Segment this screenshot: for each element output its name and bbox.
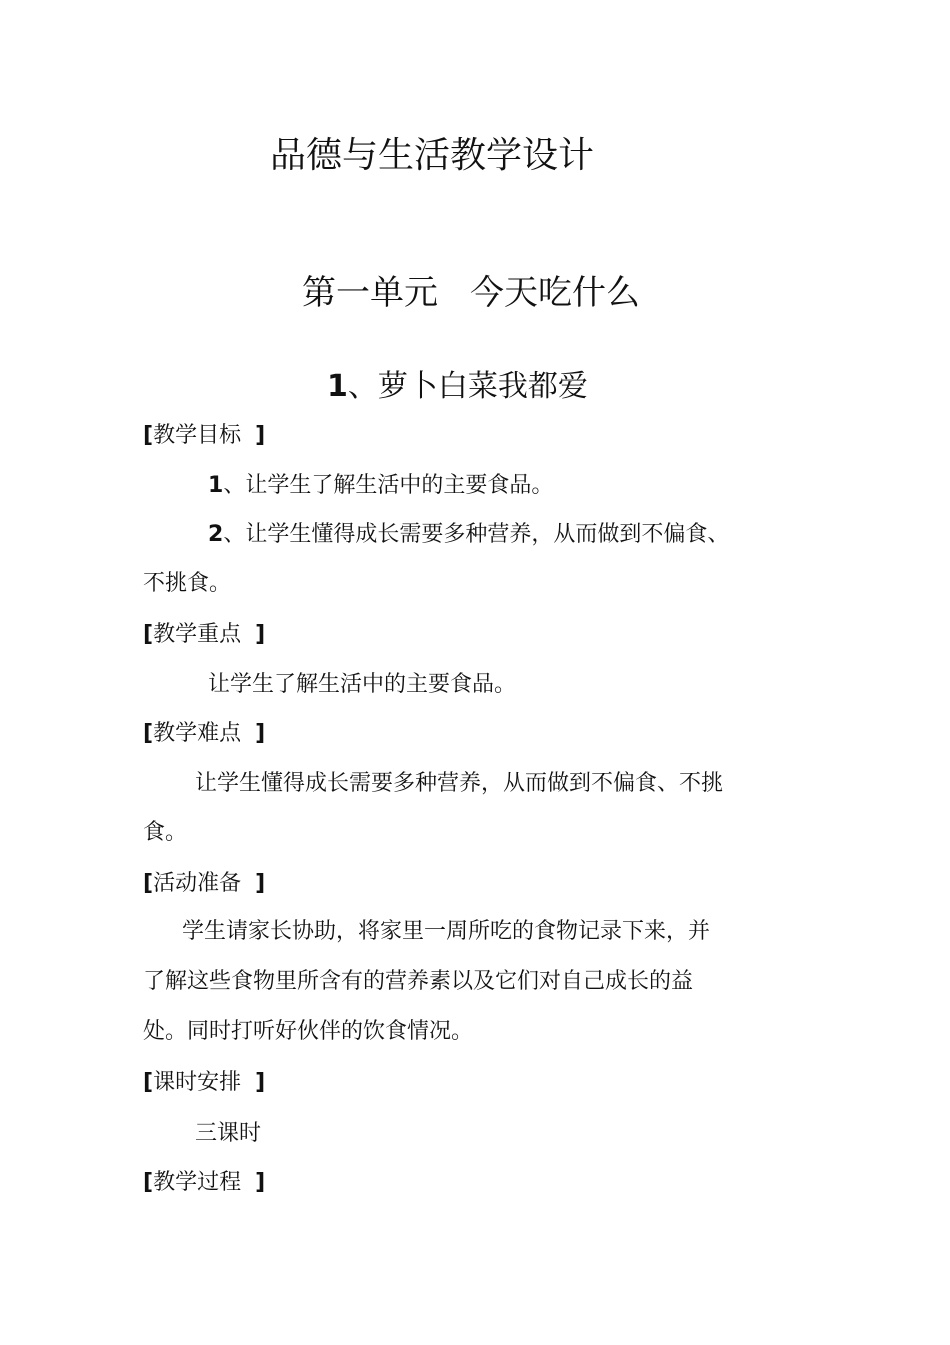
key-point-text: 让学生了解生活中的主要食品。 [208,672,517,697]
heading-text: 教学目标 [153,423,242,448]
goal-item [208,524,729,546]
section-heading-process [143,1172,265,1194]
section-heading-preparation [143,873,265,895]
lesson-name: 萝卜白菜我都爱 [377,369,588,404]
bracket-open: [ [143,423,154,448]
heading-text: 教学难点 [153,721,242,746]
unit-label: 第一单元 [302,273,438,313]
bracket-close: ] [255,423,266,448]
lesson-separator: 、 [347,369,378,404]
unit-heading [302,273,640,313]
bracket-open: [ [143,1170,154,1195]
heading-text: 课时安排 [153,1070,242,1095]
schedule-text: 三课时 [195,1121,262,1146]
lesson-heading [327,369,588,404]
bracket-close: ] [255,871,266,896]
preparation-text-line: 了解这些食物里所含有的营养素以及它们对自己成长的益 [143,969,694,994]
section-heading-schedule [143,1072,265,1094]
lesson-number: 1 [327,369,348,404]
heading-text: 活动准备 [153,871,242,896]
heading-text: 教学重点 [153,622,242,647]
unit-name: 今天吃什么 [470,273,640,313]
bracket-open: [ [143,622,154,647]
document-title: 品德与生活教学设计 [270,135,595,176]
bracket-close: ] [255,721,266,746]
goal-text-continuation: 不挑食。 [143,571,232,596]
goal-number: 2 [208,522,224,547]
bracket-close: ] [255,1070,266,1095]
bracket-close: ] [255,1170,266,1195]
heading-text: 教学过程 [153,1170,242,1195]
difficulty-text-line: 食。 [143,820,188,845]
bracket-close: ] [255,622,266,647]
difficulty-text-line: 让学生懂得成长需要多种营养，从而做到不偏食、不挑 [195,771,724,796]
goal-number: 1 [208,473,224,498]
preparation-text-line: 处。同时打听好伙伴的饮食情况。 [143,1019,474,1044]
preparation-text-line: 学生请家长协助，将家里一周所吃的食物记录下来，并 [182,919,711,944]
section-heading-goals [143,425,265,447]
goal-text: 、让学生懂得成长需要多种营养，从而做到不偏食、 [223,522,730,547]
bracket-open: [ [143,1070,154,1095]
goal-text: 、让学生了解生活中的主要食品。 [223,473,554,498]
bracket-open: [ [143,721,154,746]
section-heading-difficulty [143,723,265,745]
goal-item [208,475,553,497]
section-heading-key-point [143,624,265,646]
bracket-open: [ [143,871,154,896]
